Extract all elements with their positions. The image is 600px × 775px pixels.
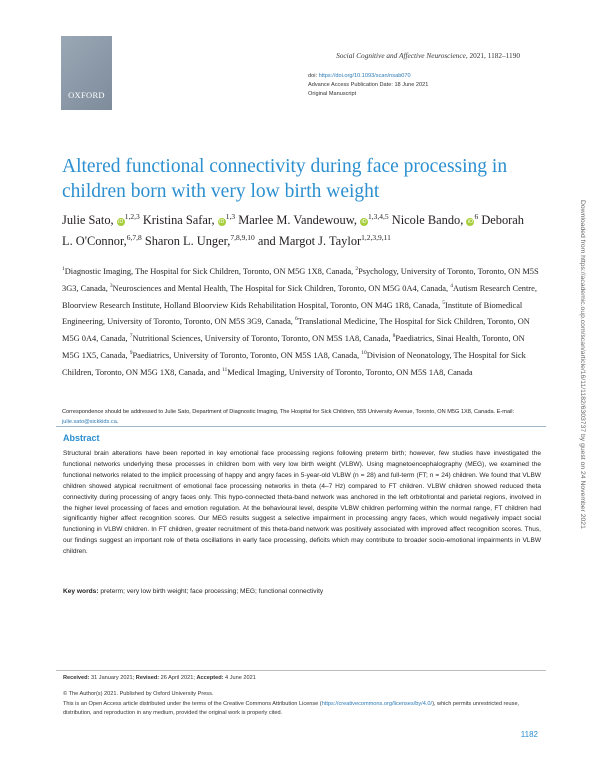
affiliation-number: 4 bbox=[450, 282, 453, 289]
author-name: Julie Sato, bbox=[62, 213, 114, 228]
author bbox=[238, 213, 388, 227]
affiliation-number: 7 bbox=[129, 333, 133, 340]
page-number: 1182 bbox=[520, 730, 538, 739]
keywords-label: Key words: bbox=[63, 588, 99, 595]
affiliation-number: 3 bbox=[109, 282, 113, 289]
author-name: and Margot J. Taylor bbox=[257, 234, 362, 249]
author-affiliation-marker: 1,3,4,5 bbox=[368, 212, 389, 221]
journal-citation bbox=[336, 51, 520, 60]
author-affiliation-marker: 1,2,3,9,11 bbox=[361, 233, 391, 243]
article-meta bbox=[308, 72, 428, 99]
received-label: Received: bbox=[63, 675, 90, 681]
affiliation-number: 5 bbox=[442, 299, 446, 306]
affiliation-text: Diagnostic Imaging, The Hospital for Sick Children, Toronto, ON M5G 1X8, Canada, bbox=[64, 266, 356, 276]
affiliation-text: Nutritional Sciences, University of Toronto, Toronto, ON M5S 1A8, Canada, bbox=[132, 333, 393, 343]
journal-name: Social Cognitive and Affective Neuroscience bbox=[336, 51, 466, 60]
correspondence-email[interactable]: julie.sato@sickkids.ca bbox=[62, 418, 117, 425]
affiliation-number: 6 bbox=[295, 316, 298, 323]
orcid-icon[interactable]: iD bbox=[219, 219, 225, 226]
keywords-text: preterm; very low birth weight; face processing; MEG; functional connectivity bbox=[98, 588, 324, 595]
article-type: Original Manuscript bbox=[308, 91, 357, 97]
license-link[interactable]: https://creativecommons.org/licenses/by/4.0/ bbox=[321, 700, 433, 707]
affiliations bbox=[62, 262, 542, 380]
author-name: Nicole Bando, bbox=[391, 213, 464, 228]
orcid-icon[interactable]: iD bbox=[361, 219, 367, 226]
affiliation-text: Institute of Biomedical Engineering, University of Toronto, Toronto, ON M5S 3G9, Canada, bbox=[62, 300, 523, 327]
correspondence-text: Correspondence should be addressed to Julie Sato, Department of Diagnostic Imaging, The Hospital for Sick Children, 555 University Avenue, Toronto, ON M5G 1X8, Canada. E-mail: bbox=[62, 409, 515, 415]
revised-date: 26 April 2021; bbox=[159, 675, 195, 681]
affiliation-number: 11 bbox=[222, 366, 228, 373]
abstract-heading: Abstract bbox=[63, 433, 100, 443]
orcid-icon[interactable]: iD bbox=[467, 219, 474, 226]
license-block bbox=[63, 690, 543, 719]
affiliation-text: Paediatrics, University of Toronto, Toronto, ON M5S 1A8, Canada, bbox=[132, 350, 362, 360]
received-date: 31 January 2021; bbox=[89, 675, 135, 681]
affiliation-text: Division of Neonatology, The Hospital for Sick Children, Toronto, ON M5G 1X8, Canada, and bbox=[62, 350, 526, 377]
author bbox=[145, 234, 255, 248]
affiliation-text: Paediatrics, Sinai Health, Toronto, ON M5G 1X5, Canada, bbox=[62, 333, 525, 360]
author-name: Kristina Safar, bbox=[142, 213, 215, 228]
affiliation-text: Medical Imaging, University of Toronto, Toronto, ON M5S 1A8, Canada bbox=[227, 367, 473, 377]
author-name: Deborah L. O'Connor, bbox=[62, 213, 524, 249]
author-affiliation-marker: 6,7,8 bbox=[126, 233, 142, 243]
abstract-text: Structural brain alterations have been reported in key emotional face processing regions following preterm birth; however, few studies have investigated the functional networks underlying these processes in children born with very low birth weight (VLBW). Using magnetoencephalography (MEG), we examined the functional networks related to the implicit processing of happy and angry faces in 5-year-old VLBW (n = 28) and full-term (FT; n = 24) children. We found that VLBW children showed atypical recruitment of emotional face processing networks in theta (4–7 Hz) compared to FT children. VLBW children showed reduced theta connectivity during processing of angry faces only. This hypo-connected theta-band network was anchored in the left orbitofrontal and parietal regions, involved in the higher level processing of faces and emotion regulation. At the behavioural level, despite VLBW children performing within the normal range, FT children had significantly higher affect recognition scores. Our MEG results suggest a selective impairment in processing angry faces, which would negatively impact social functioning in VLBW children. In FT children, greater recruitment of this theta-band network was positively associated with improved affect recognition scores. Thus, our findings suggest an important role of theta oscillations in early face processing, deficits which may contribute to broader socio-emotional impairments in VLBW children. bbox=[63, 450, 541, 556]
license-text-1: This is an Open Access article distributed under the terms of the Creative Commons Attribution License ( bbox=[63, 700, 322, 707]
author-name: Sharon L. Unger, bbox=[144, 234, 231, 249]
correspondence-end: . bbox=[116, 418, 119, 425]
author bbox=[258, 234, 391, 248]
author bbox=[143, 213, 235, 227]
author-affiliation-marker: 1,2,3 bbox=[124, 212, 140, 221]
license-text-2: ), which permits unrestricted reuse, distribution, and reproduction in any medium, provided the original work is properly cited. bbox=[63, 700, 520, 716]
author-affiliation-marker: 1,3 bbox=[225, 212, 236, 221]
affiliation-number: 10 bbox=[361, 349, 367, 356]
affiliation-text: Autism Research Centre, Bloorview Research Institute, Holland Bloorview Kids Rehabilitation Hospital, Toronto, ON M4G 1R8, Canada, bbox=[62, 283, 537, 310]
orcid-icon[interactable]: iD bbox=[118, 219, 124, 226]
author-name: Marlee M. Vandewouw, bbox=[238, 213, 357, 228]
affiliation-number: 8 bbox=[392, 333, 396, 340]
accepted-label: Accepted: bbox=[196, 675, 224, 681]
download-watermark: Downloaded from https://academic.oup.com/scan/article/16/11/1182/6303737 by guest on 24 November 2021 bbox=[579, 200, 586, 529]
journal-pages: , 2021, 1182–1190 bbox=[465, 51, 520, 60]
author-list bbox=[62, 208, 532, 250]
oxford-logo-text: OXFORD bbox=[68, 90, 105, 100]
doi-label: doi: bbox=[308, 73, 319, 79]
keywords bbox=[63, 588, 323, 595]
affiliation-text: Psychology, University of Toronto, Toronto, ON M5S 3G3, Canada, bbox=[62, 266, 539, 293]
accepted-date: 4 June 2021 bbox=[223, 675, 256, 681]
author bbox=[392, 213, 478, 227]
copyright-line: © The Author(s) 2021. Published by Oxford University Press. bbox=[63, 691, 214, 697]
doi-link[interactable]: https://doi.org/10.1093/scan/nsab070 bbox=[318, 73, 411, 79]
affiliation-text: Translational Medicine, The Hospital for Sick Children, Toronto, ON M5G 0A4, Canada, bbox=[62, 317, 530, 343]
author-affiliation-marker: 6 bbox=[474, 212, 479, 221]
author bbox=[62, 213, 140, 227]
article-dates bbox=[63, 675, 256, 681]
affiliation-number: 9 bbox=[129, 349, 133, 356]
affiliation-number: 1 bbox=[62, 266, 65, 272]
article-title: Altered functional connectivity during face processing in children born with very low birth weight bbox=[62, 156, 508, 202]
footer-divider bbox=[56, 670, 546, 671]
correspondence bbox=[62, 408, 542, 427]
advance-access-date: Advance Access Publication Date: 18 June 2021 bbox=[308, 82, 429, 88]
revised-label: Revised: bbox=[135, 675, 160, 681]
author-affiliation-marker: 7,8,9,10 bbox=[230, 233, 255, 243]
affiliation-text: Neurosciences and Mental Health, The Hospital for Sick Children, Toronto, ON M5G 0A4, Canada, bbox=[112, 283, 451, 293]
affiliation-number: 2 bbox=[355, 266, 359, 272]
oxford-logo bbox=[61, 36, 112, 110]
